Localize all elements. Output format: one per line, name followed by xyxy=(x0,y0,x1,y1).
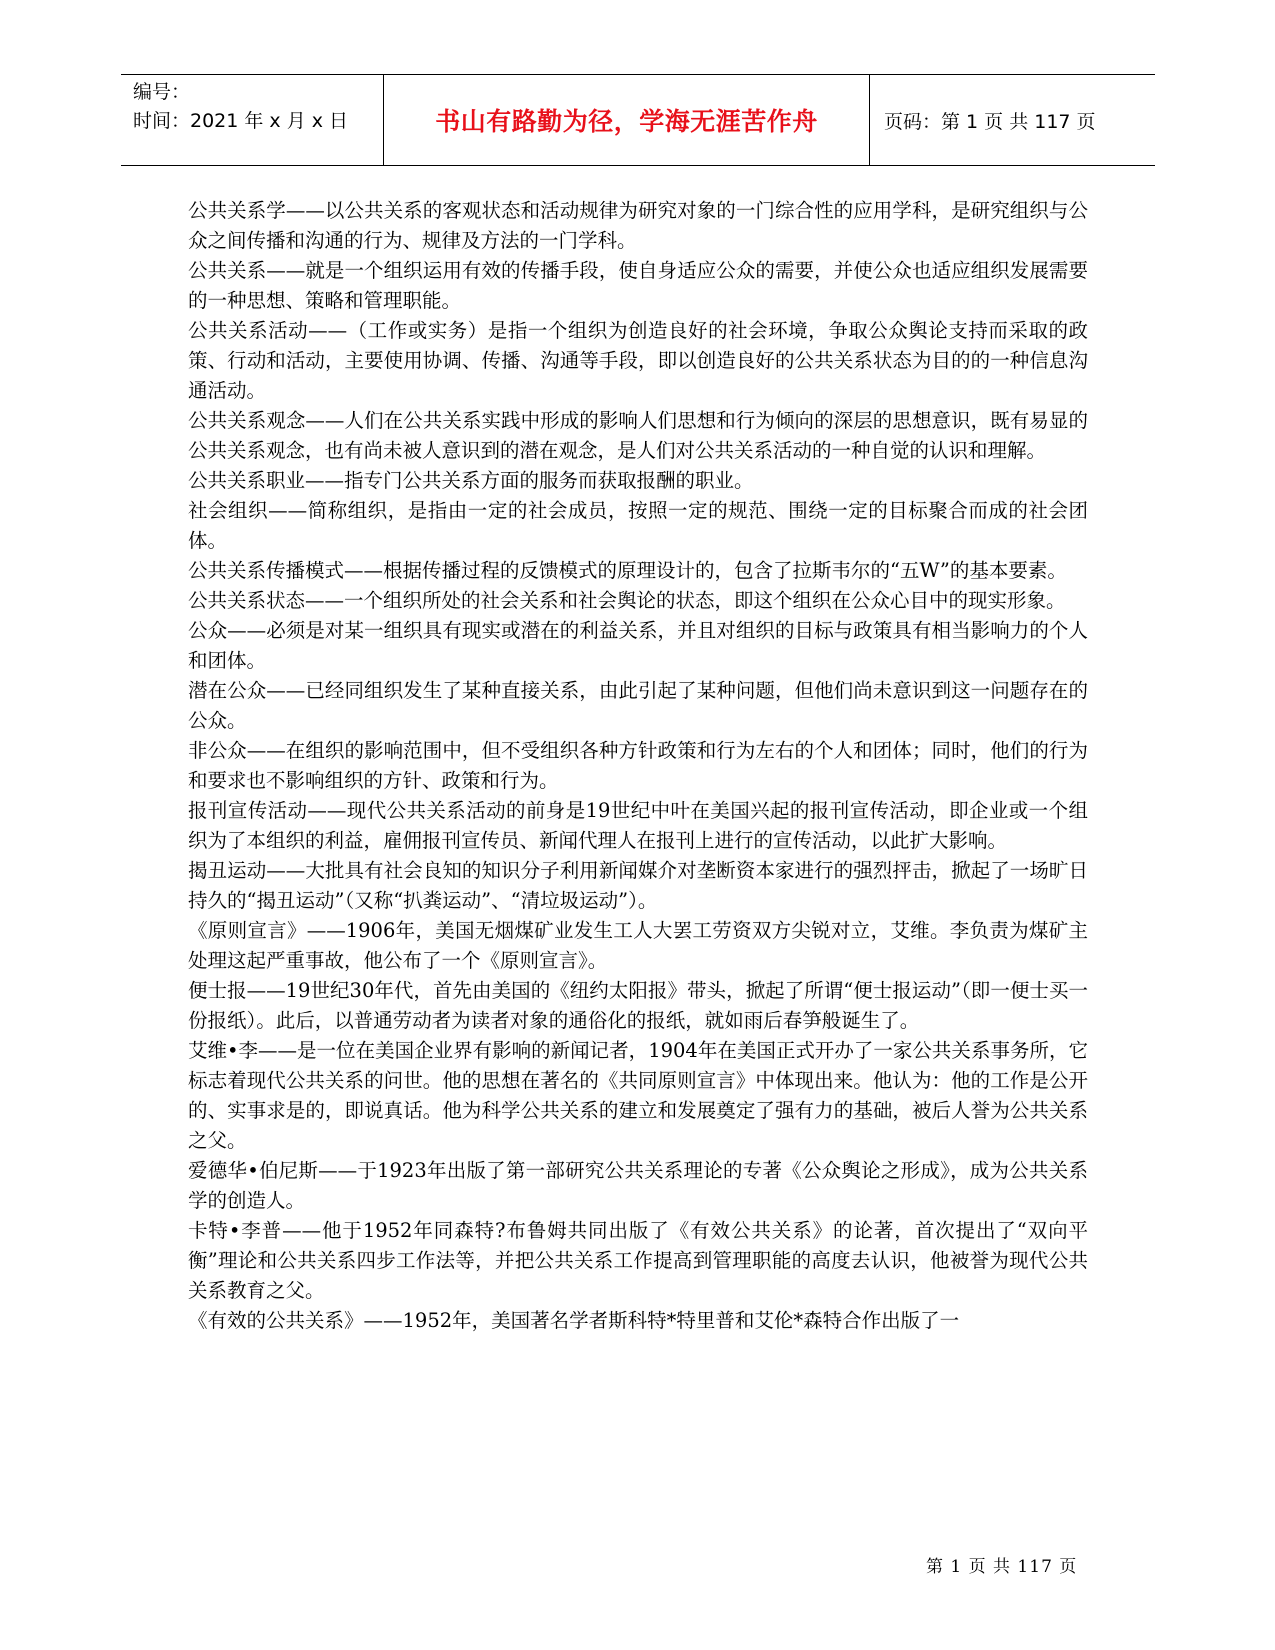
definition-paragraph: 便士报——19世纪30年代，首先由美国的《纽约太阳报》带头，掀起了所谓“便士报运动”（即一便士买一份报纸）。此后，以普通劳动者为读者对象的通俗化的报纸，就如雨后春笋般诞生了。 xyxy=(188,979,1088,1032)
header-page-code: 页码：第 1 页 共 117 页 xyxy=(884,110,1096,133)
header-page-cell xyxy=(870,75,1155,165)
definition-paragraph: 非公众——在组织的影响范围中，但不受组织各种方针政策和行为左右的个人和团体；同时，他们的行为和要求也不影响组织的方针、政策和行为。 xyxy=(188,739,1088,792)
definition-paragraph: 揭丑运动——大批具有社会良知的知识分子利用新闻媒介对垄断资本家进行的强烈抨击，掀起了一场旷日持久的“揭丑运动”（又称“扒粪运动”、“清垃圾运动”）。 xyxy=(188,859,1088,912)
document-number-label: 编号： xyxy=(133,81,191,103)
definition-paragraph: 公共关系观念——人们在公共关系实践中形成的影响人们思想和行为倾向的深层的思想意识，既有易显的公共关系观念，也有尚未被人意识到的潜在观念，是人们对公共关系活动的一种自觉的认识和理解。 xyxy=(188,409,1088,462)
definition-paragraph: 卡特•李普——他于1952年同森特?布鲁姆共同出版了《有效公共关系》的论著，首次提出了“双向平衡”理论和公共关系四步工作法等，并把公共关系工作提高到管理职能的高度去认识，他被誉为现代公共关系教育之父。 xyxy=(188,1219,1088,1302)
definition-paragraph: 《有效的公共关系》——1952年，美国著名学者斯科特*特里普和艾伦*森特合作出版了一 xyxy=(188,1309,960,1332)
definition-paragraph: 公共关系传播模式——根据传播过程的反馈模式的原理设计的，包含了拉斯韦尔的“五W”的基本要素。 xyxy=(188,559,1067,582)
definition-paragraph: 艾维•李——是一位在美国企业界有影响的新闻记者，1904年在美国正式开办了一家公共关系事务所，它标志着现代公共关系的问世。他的思想在著名的《共同原则宣言》中体现出来。他认为：他的工作是公开的、实事求是的，即说真话。他为科学公共关系的建立和发展奠定了强有力的基础，被后人誉为公共关系之父。 xyxy=(188,1039,1088,1152)
header-info-cell xyxy=(121,75,383,165)
definition-paragraph: 公共关系状态——一个组织所处的社会关系和社会舆论的状态，即这个组织在公众心目中的现实形象。 xyxy=(188,589,1066,612)
definition-paragraph: 报刊宣传活动——现代公共关系活动的前身是19世纪中叶在美国兴起的报刊宣传活动，即企业或一个组织为了本组织的利益，雇佣报刊宣传员、新闻代理人在报刊上进行的宣传活动，以此扩大影响。 xyxy=(188,799,1088,852)
page-header xyxy=(121,74,1155,166)
header-motto: 书山有路勤为径，学海无涯苦作舟 xyxy=(435,107,818,136)
definition-paragraph: 公共关系活动——（工作或实务）是指一个组织为创造良好的社会环境，争取公众舆论支持而采取的政策、行动和活动，主要使用协调、传播、沟通等手段，即以创造良好的公共关系状态为目的的一种信息沟通活动。 xyxy=(188,319,1088,402)
definition-paragraph: 公共关系职业——指专门公共关系方面的服务而获取报酬的职业。 xyxy=(188,469,754,492)
definition-paragraph: 公共关系学——以公共关系的客观状态和活动规律为研究对象的一门综合性的应用学科，是研究组织与公众之间传播和沟通的行为、规律及方法的一门学科。 xyxy=(188,199,1088,252)
definition-paragraph: 《原则宣言》——1906年，美国无烟煤矿业发生工人大罢工劳资双方尖锐对立，艾维。李负责为煤矿主处理这起严重事故，他公布了一个《原则宣言》。 xyxy=(188,919,1088,972)
definition-paragraph: 潜在公众——已经同组织发生了某种直接关系，由此引起了某种问题，但他们尚未意识到这一问题存在的公众。 xyxy=(188,679,1088,732)
definition-paragraph: 公共关系——就是一个组织运用有效的传播手段，使自身适应公众的需要，并使公众也适应组织发展需要的一种思想、策略和管理职能。 xyxy=(188,259,1088,312)
page-footer: 第 1 页 共 117 页 xyxy=(926,1557,1078,1577)
definition-paragraph: 公众——必须是对某一组织具有现实或潜在的利益关系，并且对组织的目标与政策具有相当影响力的个人和团体。 xyxy=(188,619,1088,672)
document-body xyxy=(188,196,1088,1336)
definition-paragraph: 社会组织——简称组织，是指由一定的社会成员，按照一定的规范、围绕一定的目标聚合而成的社会团体。 xyxy=(188,499,1088,552)
header-motto-cell xyxy=(383,75,870,165)
definition-paragraph: 爱德华•伯尼斯——于1923年出版了第一部研究公共关系理论的专著《公众舆论之形成》，成为公共关系学的创造人。 xyxy=(188,1159,1088,1212)
document-time-label: 时间：2021 年 x 月 x 日 xyxy=(133,110,349,132)
